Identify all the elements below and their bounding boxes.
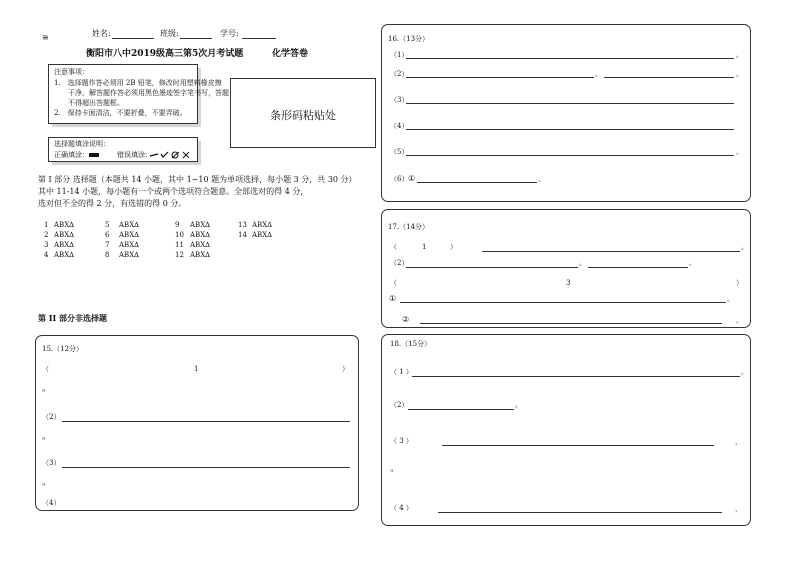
q17-title: 17.（14分） [388,223,430,231]
choice-item[interactable]: 8 ABX∆ [105,251,140,259]
q15-part3-label: （3） [42,459,61,467]
corner-mark: ≅ [42,33,49,42]
class-label: 班级: [160,29,179,38]
q16-answer-line-5[interactable] [406,155,734,156]
notice-line: 干净。解答题作答必须用黑色墨迹签字笔书写，答题 [68,89,229,97]
q18-answer-line-2[interactable] [408,409,514,410]
notice-line: 不得超出答题框。 [68,99,124,107]
choice-item[interactable]: 12 ABX∆ [175,251,211,259]
part1-line: 第 I 部分 选择题（本题共 14 小题，其中 1~10 题为单项选择，每小题 3 分，共 30 分） [38,175,357,184]
q17-circle-2: ② [402,315,410,324]
q17-answer-line-1[interactable] [482,251,740,252]
q16-answer-line-4[interactable] [406,129,734,130]
q16-answer-line-2b[interactable] [604,77,734,78]
q16-period: 。 [538,175,545,183]
q15-paren-open: （ [42,365,49,373]
q18-part2-label: （2） [390,401,409,409]
q15-answer-line-3[interactable] [62,467,350,468]
q16-answer-line-3[interactable] [406,103,734,104]
barcode-box [230,78,376,148]
choice-item[interactable]: 1 ABX∆ [44,221,75,229]
wrong-fill-label: 错误填涂： [117,151,152,159]
notice-line: 1. 选择题作答必须用 2B 铅笔，修改时用塑料橡皮擦 [54,79,222,87]
correct-fill-mark-icon [89,153,99,157]
q15-answer-line-2[interactable] [62,421,350,422]
choice-item[interactable]: 11 ABX∆ [175,241,211,249]
fill-guide-title: 选择题填涂说明： [54,140,110,148]
q16-period: 。 [595,70,602,78]
q15-marker: 1 [194,365,199,373]
q17-period: 。 [579,259,586,267]
q15-part4-label: （4） [42,499,61,507]
q17-paren-close: ） [450,243,457,251]
choice-item[interactable]: 3 ABX∆ [44,241,75,249]
q18-bullet: " [390,469,394,477]
choice-item[interactable]: 9 ABX∆ [175,221,211,229]
q16-part4-label: （4） [390,122,409,130]
choice-item[interactable]: 2 ABX∆ [44,231,75,239]
choice-item[interactable]: 13 ABX∆ [238,221,273,229]
id-field[interactable] [242,38,276,39]
q16-part2-label: （2） [390,70,409,78]
correct-fill-label: 正确填涂： [54,151,89,159]
q18-period: 。 [515,401,522,409]
q16-circle-1: ① [408,174,416,183]
q18-part4-label: （ 4 ） [390,504,413,512]
q16-period: 。 [736,51,743,59]
choice-item[interactable]: 10 ABX∆ [175,231,211,239]
choice-item[interactable]: 5 ABX∆ [105,221,140,229]
q16-part6-label: （6） [390,175,409,183]
exam-title: 衡阳市八中2019级高三第5次月考试题 [86,49,244,59]
q17-answer-line-2b[interactable] [588,267,688,268]
name-label: 姓名: [92,29,111,38]
class-field[interactable] [180,38,212,39]
fill-guide-box [48,137,198,162]
q17-marker-3: 3 [566,279,571,287]
q18-part1-label: （ 1 ） [390,368,413,376]
name-field[interactable] [112,38,154,39]
q16-part1-label: （1） [390,51,409,59]
choice-item[interactable]: 6 ABX∆ [105,231,140,239]
q17-paren-open: （ [390,243,397,251]
q15-bullet: " [42,389,46,397]
q16-period: 。 [736,70,743,78]
notice-line: 2. 保持卡面清洁，不要折叠，不要弄破。 [54,109,187,117]
q16-part5-label: （5） [390,148,409,156]
q17-period: 。 [689,259,696,267]
q17-comma: ， [736,316,743,324]
q18-box [381,334,751,526]
q15-box [35,335,359,511]
q16-period: 。 [736,148,743,156]
q17-answer-line-2a[interactable] [406,267,578,268]
q16-part3-label: （3） [390,96,409,104]
q18-answer-line-3[interactable] [442,445,714,446]
id-label: 学号: [220,29,239,38]
q18-comma: ， [735,505,742,513]
choice-item[interactable]: 14 ABX∆ [238,231,273,239]
q17-marker-1: 1 [422,243,427,251]
q15-paren-close: ） [342,365,349,373]
part2-title: 第 II 部分非选择题 [38,313,108,323]
exam-subtitle: 化学答卷 [272,49,309,59]
wrong-fill-marks-icon [149,151,193,159]
part1-line: 其中 11-14 小题，每小题有一个或两个选项符合题意。全部选对的得 4 分， [38,187,309,196]
q18-answer-line-4[interactable] [438,512,722,513]
q17-part2-label: （2） [390,259,409,267]
q16-answer-line-6[interactable] [417,182,537,183]
q17-paren-close: ） [736,279,743,287]
q17-circle-1: ① [389,294,397,303]
choice-item[interactable]: 7 ABX∆ [105,241,140,249]
choice-item[interactable]: 4 ABX∆ [44,251,75,259]
q17-period: 。 [727,295,734,303]
q17-paren-open: （ [390,279,397,287]
q18-title: 18.（15分） [390,340,432,348]
q16-title: 16.（13分） [388,35,430,43]
q17-box [381,209,751,328]
q16-answer-line-1[interactable] [406,58,734,59]
q16-answer-line-2a[interactable] [406,77,594,78]
q17-answer-line-3a[interactable] [400,302,726,303]
q16-box [381,24,751,202]
q18-comma: ， [735,438,742,446]
barcode-label: 条形码粘贴处 [270,109,336,122]
part1-line: 选对但不全的得 2 分，有选错的得 0 分。 [38,199,187,208]
q15-bullet: " [42,437,46,445]
q15-bullet: " [42,483,46,491]
q15-title: 15.（12分） [42,345,84,353]
q18-answer-line-1[interactable] [412,376,740,377]
notice-box [48,64,229,124]
q17-answer-line-3b[interactable] [420,323,722,324]
q18-period: 。 [741,368,748,376]
notice-title: 注意事项： [54,68,89,76]
q18-part3-label: （ 3 ） [390,437,413,445]
q17-period: 。 [741,243,748,251]
q15-part2-label: （2） [42,413,61,421]
